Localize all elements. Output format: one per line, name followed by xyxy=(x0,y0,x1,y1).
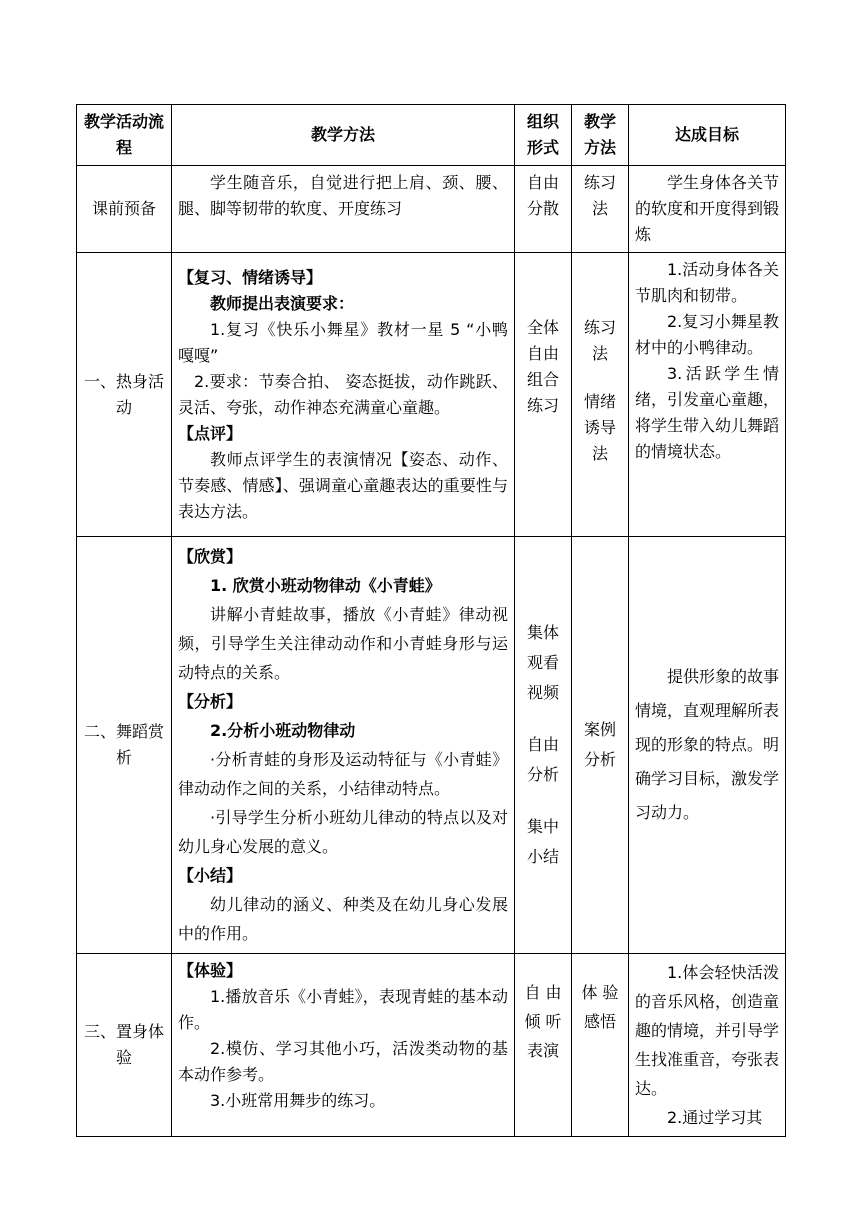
goal-cell xyxy=(629,537,786,954)
org-text: 表演 xyxy=(526,1041,559,1060)
header-row xyxy=(77,105,786,166)
method-text: 教师点评学生的表演情况【姿态、动作、节奏感、情感】、强调童心童趣表达的重要性与表达方法。 xyxy=(178,449,508,521)
teach-text: 体 验 xyxy=(581,983,619,1002)
teach-text: 案例 xyxy=(583,720,616,739)
org-text: 视频 xyxy=(526,683,559,702)
stage-cell: 课前预备 xyxy=(77,166,172,253)
table-row-pre xyxy=(77,166,786,253)
method-text: 3.小班常用舞步的练习。 xyxy=(210,1091,386,1110)
method-cell xyxy=(172,253,515,537)
method-cell xyxy=(172,954,515,1137)
goal-text: 1.体会轻快活泼的音乐风格，创造童趣的情境，并引导学生找准重音，夸张表达。 xyxy=(635,963,780,1098)
method-text: 幼儿律动的涵义、种类及在幼儿身心发展中的作用。 xyxy=(178,895,508,943)
org-text: 集中 xyxy=(526,817,559,836)
org-cell xyxy=(515,253,572,537)
table-row-appreciation xyxy=(77,537,786,954)
goal-text: 3.活跃学生情绪，引发童心童趣，将学生带入幼儿舞蹈的情境状态。 xyxy=(635,364,780,461)
header-flow: 教学活动流程 xyxy=(77,105,172,166)
goal-text: 2.通过学习其 xyxy=(667,1108,763,1127)
teach-cell xyxy=(572,537,629,954)
org-cell xyxy=(515,537,572,954)
org-text: 集体 xyxy=(526,623,559,642)
goal-text: 2.复习小舞星教材中的小鸭律动。 xyxy=(635,312,779,357)
org-text: 自由 xyxy=(526,344,559,363)
goal-text: 提供形象的故事情境，直观理解所表现的形象的特点。明确学习目标，激发学习动力。 xyxy=(635,667,780,822)
org-text: 自 由 xyxy=(524,983,562,1002)
method-text: 2.模仿、学习其他小巧，活泼类动物的基本动作参考。 xyxy=(178,1039,508,1084)
teach-text: 感悟 xyxy=(583,1012,616,1031)
lesson-plan-table xyxy=(76,104,786,1137)
teach-text: 练习 xyxy=(583,173,616,192)
org-text: 分散 xyxy=(526,199,559,218)
goal-cell xyxy=(629,253,786,537)
method-cell xyxy=(172,537,515,954)
method-text: 1.播放音乐《小青蛙》，表现青蛙的基本动作。 xyxy=(178,987,508,1032)
org-text: 组合 xyxy=(526,370,559,389)
goal-cell xyxy=(629,166,786,253)
section-heading: 【小结】 xyxy=(178,866,243,885)
stage-cell: 三、置身体验 xyxy=(77,954,172,1137)
header-teach: 教学方法 xyxy=(572,105,629,166)
method-text: 教师提出表演要求： xyxy=(210,293,355,313)
org-cell xyxy=(515,166,572,253)
method-text: 2.要求：节奏合拍、 姿态挺拔，动作跳跃、灵活、夸张，动作神态充满童心童趣。 xyxy=(178,371,508,417)
section-heading: 【体验】 xyxy=(178,961,243,980)
header-goal: 达成目标 xyxy=(629,105,786,166)
teach-cell xyxy=(572,954,629,1137)
org-text: 自由 xyxy=(526,735,559,754)
teach-text: 法 xyxy=(591,199,608,218)
method-text: 学生随音乐，自觉进行把上肩、颈、腰、腿、脚等韧带的软度、开度练习 xyxy=(178,173,508,218)
table-row-experience xyxy=(77,954,786,1137)
org-text: 全体 xyxy=(526,318,559,337)
org-text: 观看 xyxy=(526,653,559,672)
teach-cell xyxy=(572,253,629,537)
teach-text: 法 xyxy=(591,344,608,363)
teach-text: 法 xyxy=(591,444,608,463)
teach-text: 诱导 xyxy=(583,418,616,437)
header-org: 组织形式 xyxy=(515,105,572,166)
stage-cell: 一、热身活动 xyxy=(77,253,172,537)
org-text: 小结 xyxy=(526,847,559,866)
org-text: 倾 听 xyxy=(524,1012,562,1031)
section-heading: 【欣赏】 xyxy=(178,547,243,566)
goal-cell xyxy=(629,954,786,1137)
table-row-warmup xyxy=(77,253,786,537)
org-cell xyxy=(515,954,572,1137)
method-text: 2.分析小班动物律动 xyxy=(210,721,356,740)
method-text: 讲解小青蛙故事，播放《小青蛙》律动视频，引导学生关注律动动作和小青蛙身形与运动特点的关系。 xyxy=(178,605,508,682)
stage-cell: 二、舞蹈赏析 xyxy=(77,537,172,954)
org-text: 自由 xyxy=(526,173,559,192)
goal-text: 学生身体各关节的软度和开度得到锻炼 xyxy=(635,173,780,244)
header-method: 教学方法 xyxy=(172,105,515,166)
org-text: 练习 xyxy=(526,396,559,415)
section-heading: 【复习、情绪诱导】 xyxy=(178,267,323,287)
method-text: 1.复习《快乐小舞星》教材一星 5 “小鸭嘎嘎” xyxy=(178,319,508,365)
teach-text: 分析 xyxy=(583,750,616,769)
section-heading: 【分析】 xyxy=(178,692,243,711)
goal-text: 1.活动身体各关节肌肉和韧带。 xyxy=(635,260,779,305)
teach-text: 练习 xyxy=(583,318,616,337)
section-heading: 【点评】 xyxy=(178,423,243,443)
method-cell xyxy=(172,166,515,253)
method-text: ·分析青蛙的身形及运动特征与《小青蛙》律动动作之间的关系，小结律动特点。 xyxy=(178,750,508,798)
teach-cell xyxy=(572,166,629,253)
teach-text: 情绪 xyxy=(583,392,616,411)
method-text: ·引导学生分析小班幼儿律动的特点以及对幼儿身心发展的意义。 xyxy=(178,808,508,856)
method-text: 1. 欣赏小班动物律动《小青蛙》 xyxy=(210,576,441,595)
org-text: 分析 xyxy=(526,765,559,784)
